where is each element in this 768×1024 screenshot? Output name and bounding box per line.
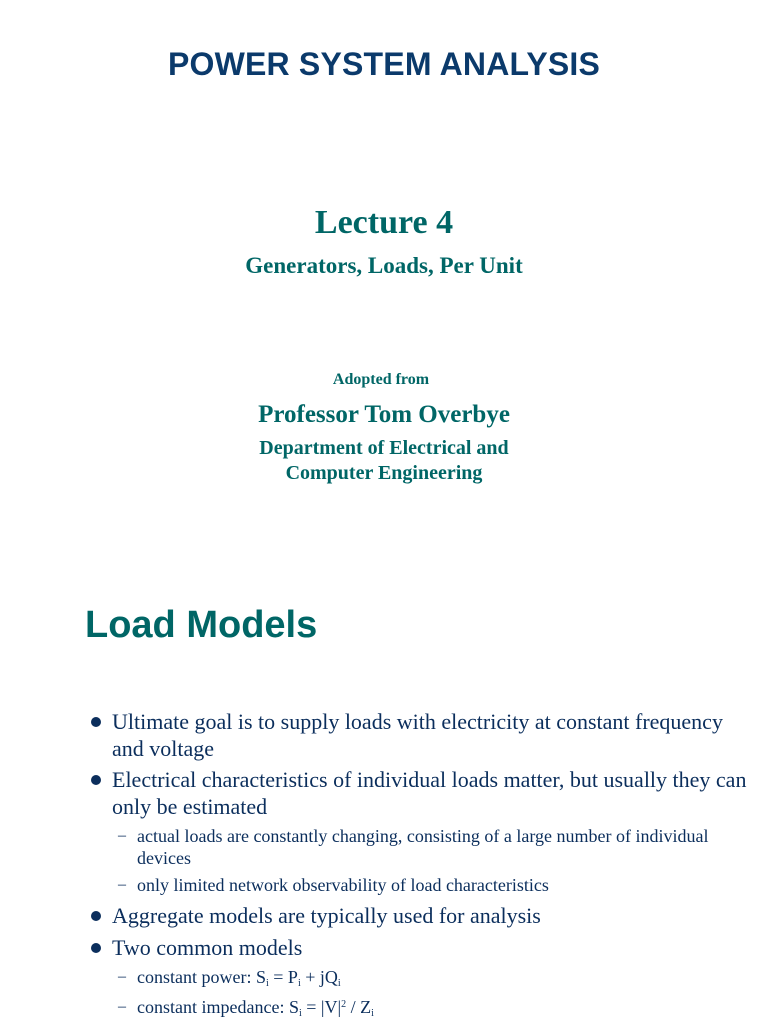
sub-list-item-line: actual loads are constantly changing, consisting of a large number of individual [137,826,709,846]
dash-icon: – [118,876,126,893]
adopted-label: Adopted from [332,371,430,388]
sub-list-item-line: devices [137,848,191,868]
list-item [112,708,762,762]
sub-list-item-line: only limited network observability of load characteristics [137,875,549,895]
lecture-number: Lecture 4 [314,204,454,241]
department-line-1: Department of Electrical and [259,437,509,459]
bullet-icon [91,943,101,953]
section-heading: Load Models [85,604,318,646]
dash-icon: – [118,968,126,985]
list-item-line: only be estimated [112,794,268,819]
bullet-icon [91,775,101,785]
list-item [112,902,762,929]
dash-icon: – [118,827,126,844]
lecture-subtitle: Generators, Loads, Per Unit [245,253,523,278]
bullet-icon [91,911,101,921]
constant-power-formula: constant power: $S_i = P_i + jQ_i$ [137,967,341,989]
list-item-line: and voltage [112,736,215,761]
dash-icon: – [118,998,126,1015]
list-item-line: Two common models [112,935,303,960]
list-item-line: Electrical characteristics of individual loads matter, but usually they can [112,767,747,792]
list-item-line: Ultimate goal is to supply loads with electricity at constant frequency [112,709,723,734]
sub-list-item-constant-impedance [118,996,757,1019]
department [0,436,768,486]
professor-name: Professor Tom Overbye [258,401,510,428]
department-line-2: Computer Engineering [285,462,483,484]
constant-impedance-formula: constant impedance: $S_i = |V|^2 / Z_i$ [137,997,374,1019]
slide-title: POWER SYSTEM ANALYSIS [167,46,601,82]
list-item [112,766,762,820]
list-item-line: Aggregate models are typically used for analysis [112,903,541,928]
sub-list-item-constant-power [118,966,757,989]
sub-list-item [118,825,757,869]
bullet-icon [91,717,101,727]
sub-list-item [118,874,757,896]
list-item [112,934,762,961]
